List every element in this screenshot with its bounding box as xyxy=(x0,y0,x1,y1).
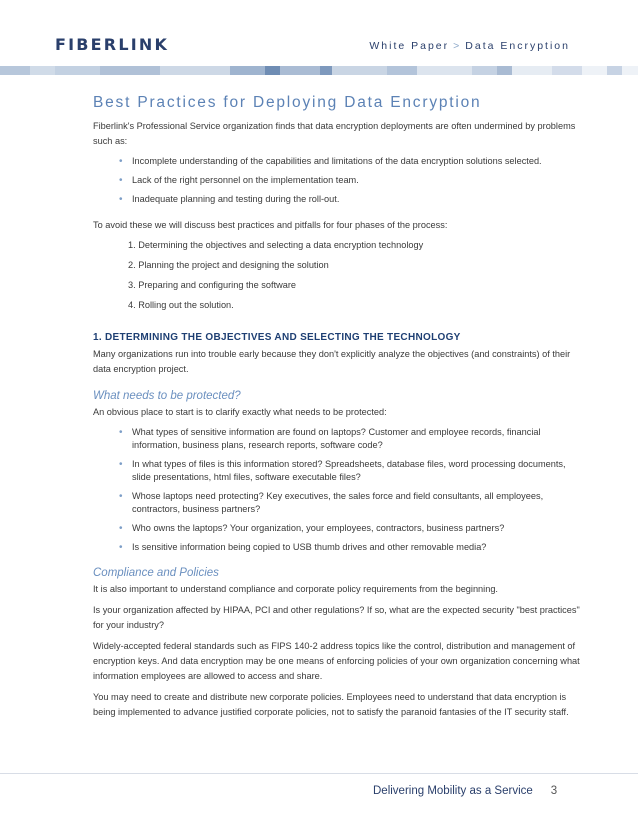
main-content xyxy=(93,90,583,726)
bullet-icon: • xyxy=(119,156,123,167)
subheading-compliance: Compliance and Policies xyxy=(93,567,219,579)
header-breadcrumb xyxy=(369,40,570,52)
list-item: • Lack of the right personnel on the implementation team. xyxy=(119,175,359,186)
subheading-protected: What needs to be protected? xyxy=(93,390,241,402)
bullet-icon: • xyxy=(119,175,123,186)
bullet-icon: • xyxy=(119,542,123,553)
breadcrumb-separator: > xyxy=(453,40,462,52)
list-item: • Is sensitive information being copied to USB thumb drives and other removable media? xyxy=(119,542,487,553)
list-item: • What types of sensitive information are found on laptops? Customer and employee records, financial information, business plans, research reports, software code? xyxy=(119,427,541,450)
list-item: 1. Determining the objectives and selecting a data encryption technology xyxy=(128,240,424,250)
bullet-icon: • xyxy=(119,523,123,534)
list-item: • In what types of files is this information stored? Spreadsheets, database files, word processing documents, slide presentations, html files, software executable files? xyxy=(119,459,566,482)
bullet-icon: • xyxy=(119,459,123,470)
page-number: 3 xyxy=(550,785,558,797)
section-heading: 1. DETERMINING THE OBJECTIVES AND SELECTING THE TECHNOLOGY xyxy=(93,332,461,343)
bullet-icon: • xyxy=(119,427,123,438)
list-item: 4. Rolling out the solution. xyxy=(128,300,234,310)
intro-paragraph: Fiberlink's Professional Service organization finds that data encryption deployments are often undermined by problems such as: xyxy=(93,121,576,146)
page-footer xyxy=(373,785,557,797)
compliance-paragraph: You may need to create and distribute new corporate policies. Employees need to understand that data encryption is being implemented to advance justified corporate policies, not to satisfy the paranoid fantasies of the IT security staff. xyxy=(93,692,569,717)
list-item: • Incomplete understanding of the capabilities and limitations of the data encryption solutions selected. xyxy=(119,156,542,167)
phases-list xyxy=(93,239,583,312)
section-paragraph: Many organizations run into trouble early because they don't explicitly analyze the objectives (and constraints) of their data encryption project. xyxy=(93,349,571,374)
breadcrumb-data-encryption: Data Encryption xyxy=(465,40,570,52)
page-title: Best Practices for Deploying Data Encryption xyxy=(93,94,482,111)
compliance-paragraph: It is also important to understand compliance and corporate policy requirements from the beginning. xyxy=(93,584,498,594)
decorative-stripe xyxy=(0,66,638,75)
company-logo: FIBERLINK xyxy=(55,35,170,54)
list-item: • Inadequate planning and testing during the roll-out. xyxy=(119,194,340,205)
protected-intro: An obvious place to start is to clarify exactly what needs to be protected: xyxy=(93,407,387,417)
bullet-icon: • xyxy=(119,491,123,502)
list-item: • Who owns the laptops? Your organization, your employees, contractors, business partners? xyxy=(119,523,505,534)
compliance-paragraph: Is your organization affected by HIPAA, PCI and other regulations? If so, what are the expected security "best practices" for your industry? xyxy=(93,605,580,630)
phases-intro: To avoid these we will discuss best practices and pitfalls for four phases of the process: xyxy=(93,220,448,230)
problems-list xyxy=(93,155,583,206)
list-item: 3. Preparing and configuring the software xyxy=(128,280,297,290)
footer-divider xyxy=(0,773,638,774)
breadcrumb-white-paper: White Paper xyxy=(369,40,450,52)
list-item: 2. Planning the project and designing the solution xyxy=(128,260,329,270)
compliance-paragraph: Widely-accepted federal standards such as FIPS 140-2 address topics like the control, distribution and management of encryption keys. And data encryption may be one means of enforcing policies of your own organization concerning what information employees are allowed to access and share. xyxy=(93,641,580,681)
list-item: • Whose laptops need protecting? Key executives, the sales force and field consultants, all employees, contractors, business partners? xyxy=(119,491,544,514)
bullet-icon: • xyxy=(119,194,123,205)
footer-tagline: Delivering Mobility as a Service xyxy=(373,785,533,797)
protected-list xyxy=(93,426,583,554)
